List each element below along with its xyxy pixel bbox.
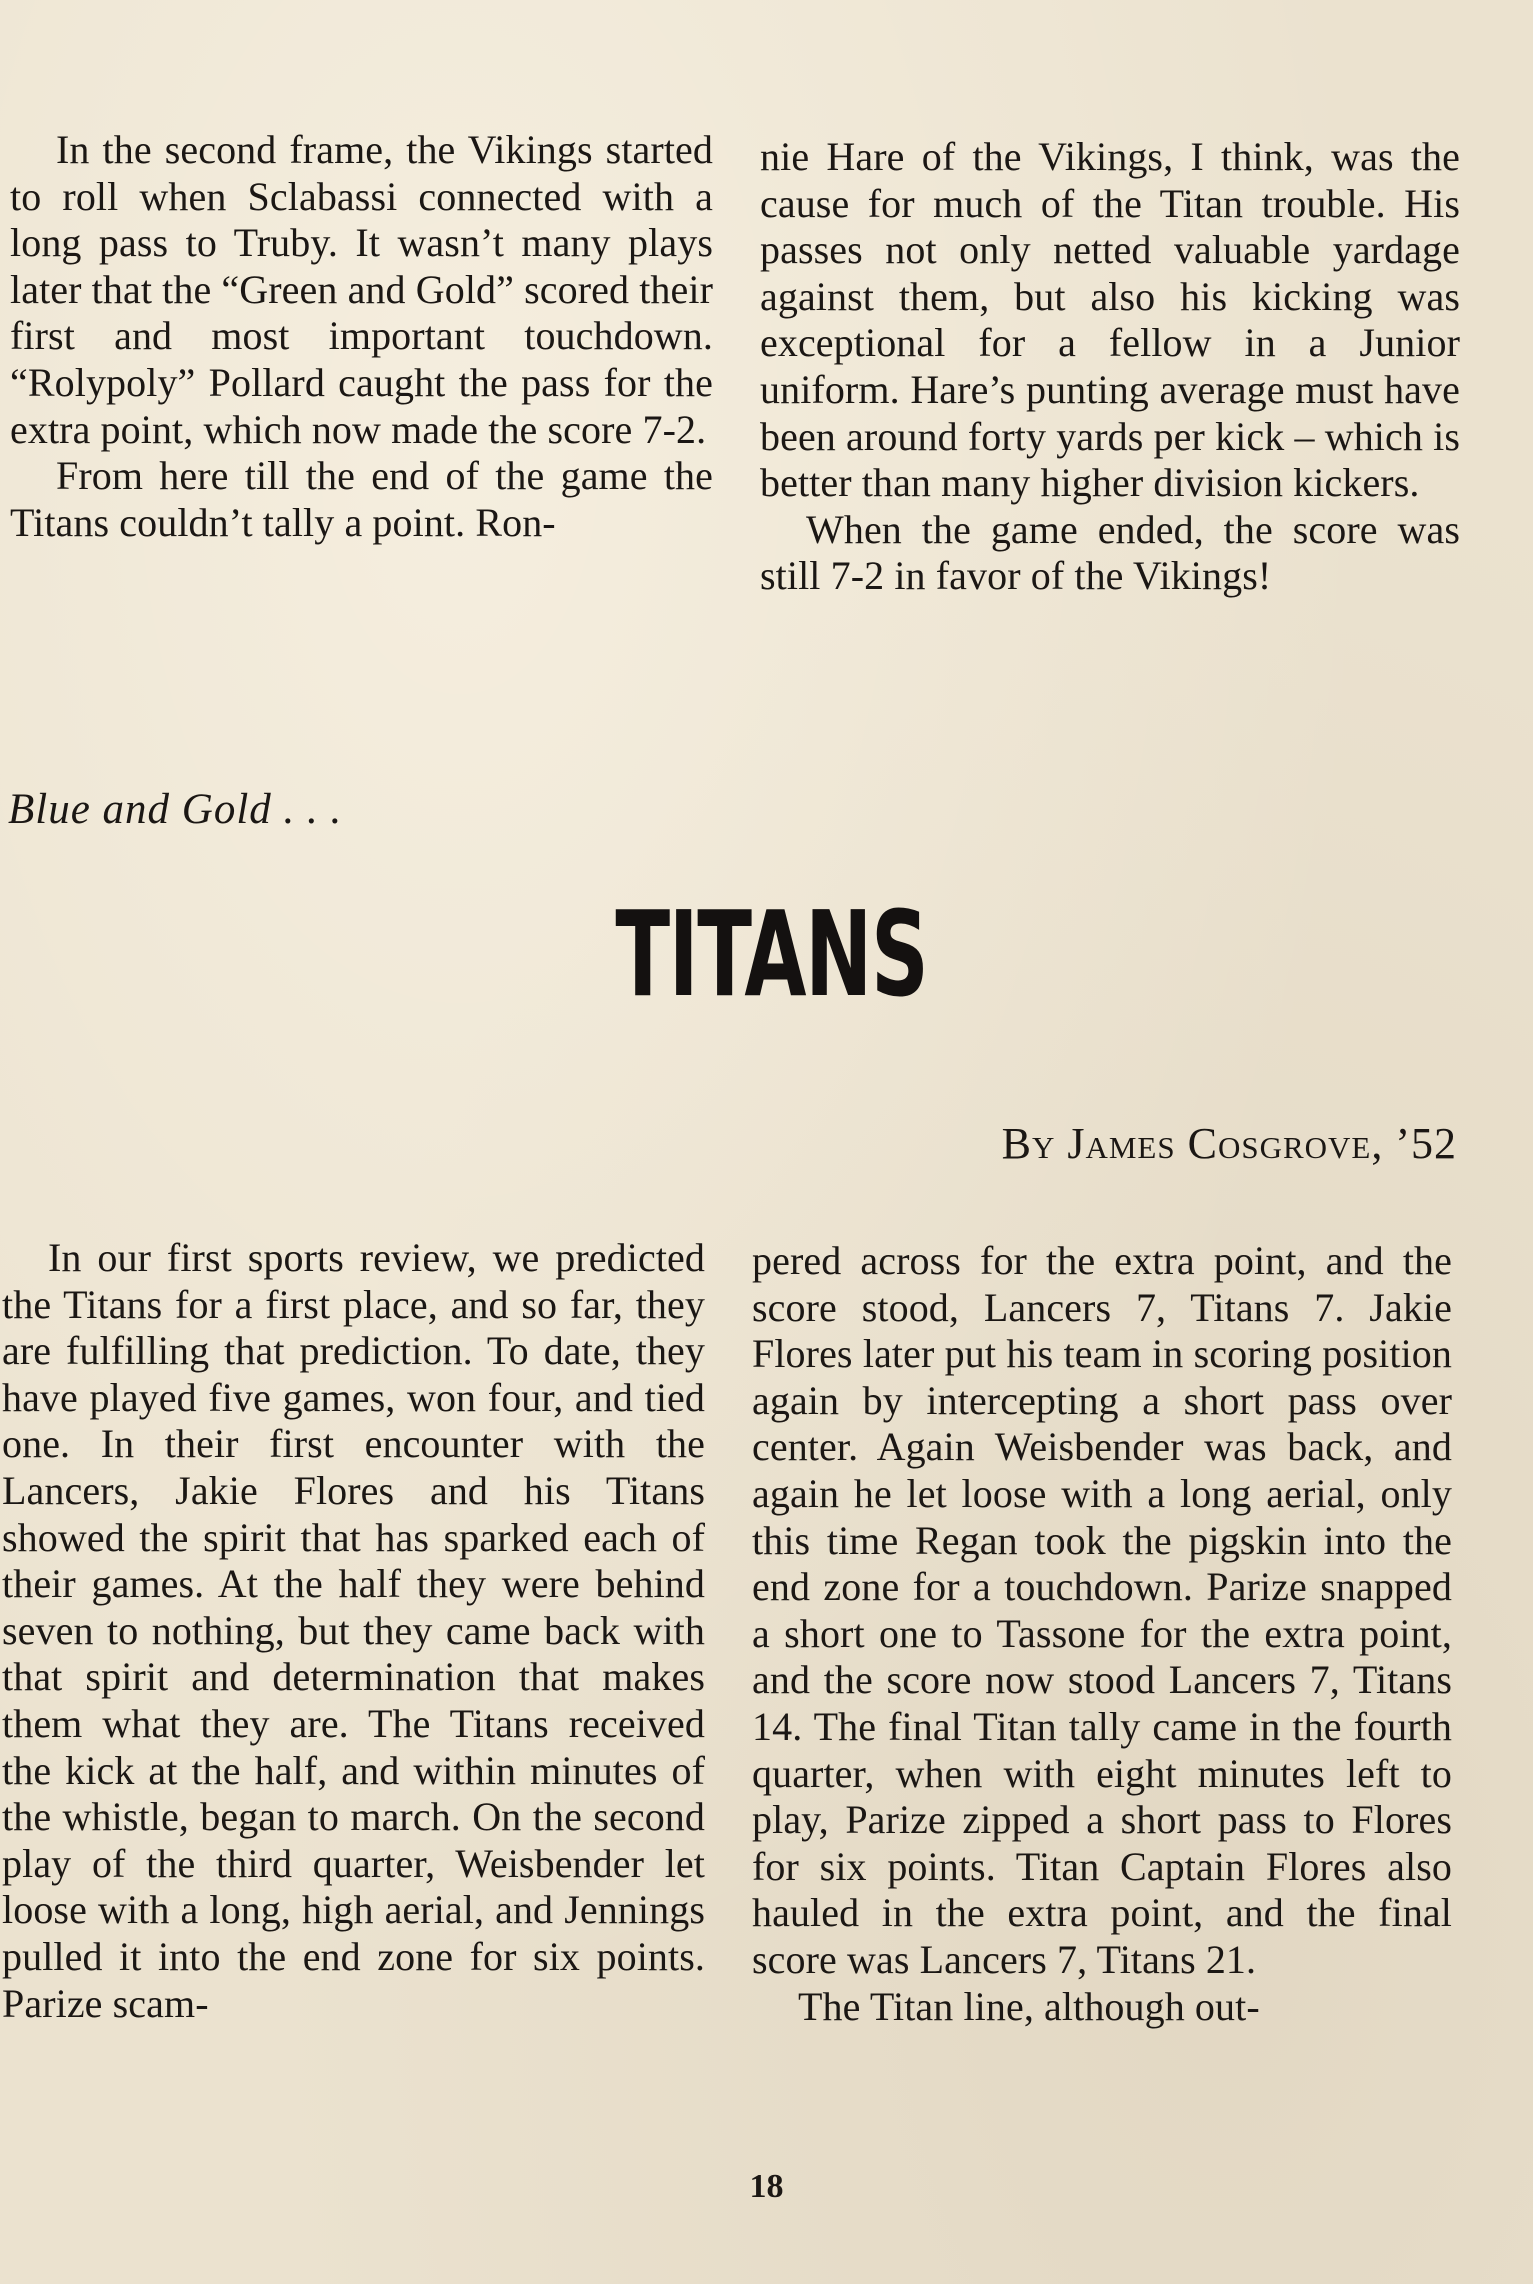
paragraph: In the second frame, the Vikings started to roll when Sclabassi connected with a long pass to Truby. It wasn’t many plays later that the “Green and Gold” scored their first and most important touchdown. “Rolypoly” Pollard caught the pass for the extra point, which now made the score 7-2.	[10, 127, 713, 452]
paragraph: nie Hare of the Vikings, I think, was the cause for much of the Titan trouble. His passes not only netted valuable yardage against them, but also his kicking was exceptional for a fellow in a Junior uniform. Hare’s punting average must have been around forty yards per kick – which is better than many higher division kickers.	[760, 134, 1460, 506]
top-right-column	[760, 134, 1460, 600]
article-headline: TITANS	[615, 885, 928, 1023]
bottom-left-column	[2, 1235, 705, 2027]
paragraph: From here till the end of the game the Titans couldn’t tally a point. Ron-	[10, 453, 713, 545]
bottom-right-column	[752, 1238, 1452, 2030]
byline: By James Cosgrove, ’52	[1001, 1119, 1457, 1168]
paragraph: In our first sports review, we predicted the Titans for a first place, and so far, they are fulfilling that prediction. To date, they have played five games, won four, and tied one. In their first encounter with the Lancers, Jakie Flores and his Titans showed the spirit that has sparked each of their games. At the half they were behind seven to nothing, but they came back with that spirit and determination that makes them what they are. The Titans received the kick at the half, and within minutes of the whistle, began to march. On the second play of the third quarter, Weisbender let loose with a long, high aerial, and Jennings pulled it into the end zone for six points. Parize scam-	[2, 1235, 705, 2026]
paragraph: pered across for the extra point, and the score stood, Lancers 7, Titans 7. Jakie Flores later put his team in scoring position again by intercepting a short pass over center. Again Weisbender was back, and again he let loose with a long aerial, only this time Regan took the pigskin into the end zone for a touchdown. Parize snapped a short one to Tassone for the extra point, and the score now stood Lancers 7, Titans 14. The final Titan tally came in the fourth quarter, when with eight minutes left to play, Parize zipped a short pass to Flores for six points. Titan Captain Flores also hauled in the extra point, and the final score was Lancers 7, Titans 21.	[752, 1238, 1452, 1982]
paragraph: When the game ended, the score was still 7-2 in favor of the Vikings!	[760, 506, 1460, 599]
page-number: 18	[749, 2168, 784, 2205]
section-kicker: Blue and Gold . . .	[8, 786, 343, 833]
paragraph: The Titan line, although out-	[798, 1983, 1260, 2029]
top-left-column	[10, 127, 713, 546]
